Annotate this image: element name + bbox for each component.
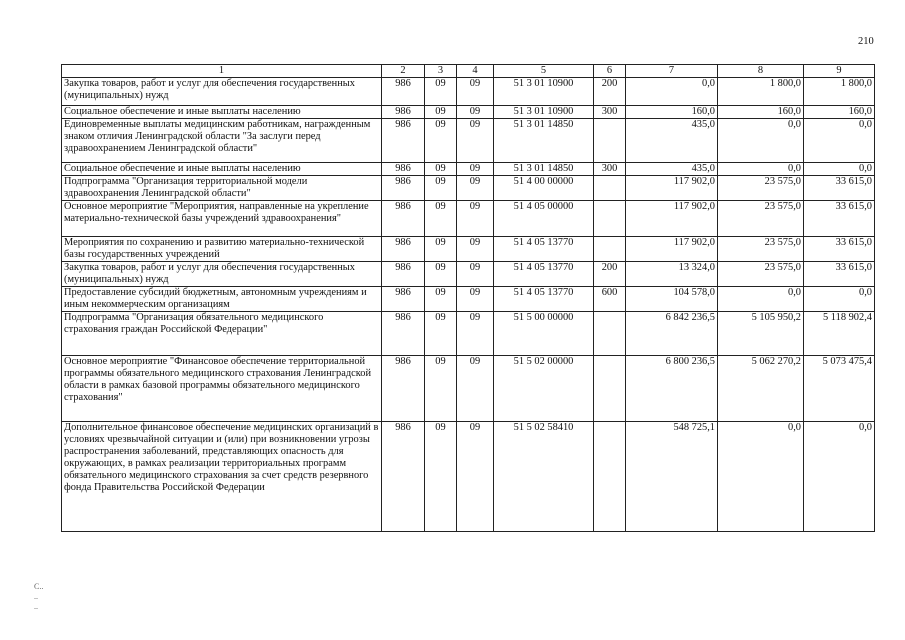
- cell-c9: 0,0: [804, 119, 875, 163]
- cell-c5: 51 5 00 00000: [494, 312, 594, 356]
- cell-c3: 09: [425, 312, 457, 356]
- cell-c9: 0,0: [804, 422, 875, 532]
- margin-mark: С..: [34, 582, 44, 591]
- cell-c2: 986: [382, 176, 425, 201]
- table-row: [62, 78, 875, 106]
- cell-c5: 51 4 05 00000: [494, 201, 594, 237]
- row-name-cell: Основное мероприятие "Финансовое обеспечение территориальной программы обязательного медицинского страхования Ленинградской области в рамках базовой программы обязательного медицинского страхования": [62, 356, 382, 422]
- cell-c2: 986: [382, 312, 425, 356]
- cell-c8: 160,0: [718, 106, 804, 119]
- cell-c7: 117 902,0: [626, 237, 718, 262]
- cell-c6: 200: [594, 78, 626, 106]
- cell-c8: 1 800,0: [718, 78, 804, 106]
- cell-c7: 435,0: [626, 163, 718, 176]
- cell-c9: 5 073 475,4: [804, 356, 875, 422]
- budget-table: [61, 64, 875, 532]
- cell-c6: [594, 356, 626, 422]
- row-name-cell: Социальное обеспечение и иные выплаты населению: [62, 163, 382, 176]
- cell-c9: 33 615,0: [804, 201, 875, 237]
- row-name-cell: Социальное обеспечение и иные выплаты населению: [62, 106, 382, 119]
- column-header-6: 6: [594, 65, 626, 78]
- cell-c2: 986: [382, 201, 425, 237]
- cell-c5: 51 3 01 14850: [494, 163, 594, 176]
- cell-c2: 986: [382, 287, 425, 312]
- cell-c5: 51 5 02 00000: [494, 356, 594, 422]
- cell-c6: 300: [594, 106, 626, 119]
- cell-c4: 09: [457, 78, 494, 106]
- cell-c9: 1 800,0: [804, 78, 875, 106]
- cell-c4: 09: [457, 119, 494, 163]
- cell-c3: 09: [425, 356, 457, 422]
- cell-c7: 104 578,0: [626, 287, 718, 312]
- column-header-5: 5: [494, 65, 594, 78]
- cell-c7: 117 902,0: [626, 176, 718, 201]
- cell-c8: 23 575,0: [718, 237, 804, 262]
- cell-c7: 435,0: [626, 119, 718, 163]
- cell-c8: 0,0: [718, 287, 804, 312]
- cell-c2: 986: [382, 422, 425, 532]
- cell-c3: 09: [425, 237, 457, 262]
- cell-c7: 6 800 236,5: [626, 356, 718, 422]
- cell-c7: 160,0: [626, 106, 718, 119]
- column-header-1: 1: [62, 65, 382, 78]
- table-row: [62, 163, 875, 176]
- cell-c3: 09: [425, 78, 457, 106]
- cell-c8: 0,0: [718, 422, 804, 532]
- column-header-7: 7: [626, 65, 718, 78]
- cell-c8: 5 062 270,2: [718, 356, 804, 422]
- cell-c7: 548 725,1: [626, 422, 718, 532]
- cell-c6: [594, 176, 626, 201]
- cell-c6: [594, 119, 626, 163]
- cell-c6: [594, 422, 626, 532]
- cell-c2: 986: [382, 356, 425, 422]
- table-row: [62, 237, 875, 262]
- cell-c8: 23 575,0: [718, 262, 804, 287]
- row-name-cell: Предоставление субсидий бюджетным, автономным учреждениям и иным некоммерческим организациям: [62, 287, 382, 312]
- margin-mark: ..: [34, 592, 38, 601]
- cell-c3: 09: [425, 262, 457, 287]
- cell-c9: 0,0: [804, 287, 875, 312]
- table-row: [62, 356, 875, 422]
- cell-c5: 51 4 05 13770: [494, 237, 594, 262]
- cell-c4: 09: [457, 163, 494, 176]
- table-row: [62, 287, 875, 312]
- cell-c7: 13 324,0: [626, 262, 718, 287]
- cell-c5: 51 3 01 10900: [494, 78, 594, 106]
- table-row: [62, 119, 875, 163]
- cell-c7: 0,0: [626, 78, 718, 106]
- cell-c9: 160,0: [804, 106, 875, 119]
- cell-c4: 09: [457, 356, 494, 422]
- table-row: [62, 201, 875, 237]
- cell-c4: 09: [457, 176, 494, 201]
- cell-c8: 0,0: [718, 119, 804, 163]
- column-header-2: 2: [382, 65, 425, 78]
- cell-c8: 0,0: [718, 163, 804, 176]
- cell-c3: 09: [425, 287, 457, 312]
- cell-c9: 33 615,0: [804, 237, 875, 262]
- cell-c4: 09: [457, 422, 494, 532]
- cell-c6: 300: [594, 163, 626, 176]
- header-row: [62, 65, 875, 78]
- cell-c8: 23 575,0: [718, 201, 804, 237]
- cell-c3: 09: [425, 176, 457, 201]
- row-name-cell: Подпрограмма "Организация обязательного медицинского страхования граждан Российской Федерации": [62, 312, 382, 356]
- cell-c5: 51 4 05 13770: [494, 262, 594, 287]
- cell-c6: [594, 201, 626, 237]
- cell-c3: 09: [425, 422, 457, 532]
- table-row: [62, 262, 875, 287]
- cell-c7: 117 902,0: [626, 201, 718, 237]
- table-row: [62, 176, 875, 201]
- column-header-8: 8: [718, 65, 804, 78]
- table-body: [62, 78, 875, 532]
- cell-c9: 5 118 902,4: [804, 312, 875, 356]
- cell-c6: [594, 312, 626, 356]
- cell-c6: [594, 237, 626, 262]
- row-name-cell: Подпрограмма "Организация территориальной модели здравоохранения Ленинградской области": [62, 176, 382, 201]
- margin-mark: ..: [34, 602, 38, 611]
- cell-c5: 51 3 01 10900: [494, 106, 594, 119]
- cell-c9: 33 615,0: [804, 176, 875, 201]
- row-name-cell: Дополнительное финансовое обеспечение медицинских организаций в условиях чрезвычайной ситуации и (или) при возникновении угрозы распространения заболеваний, представляющих опасность для окружающих, в рамках реализации территориальных программ обязательного медицинского страхования за счет средств резервного фонда Правительства Российской Федерации: [62, 422, 382, 532]
- row-name-cell: Закупка товаров, работ и услуг для обеспечения государственных (муниципальных) нужд: [62, 78, 382, 106]
- cell-c7: 6 842 236,5: [626, 312, 718, 356]
- cell-c9: 33 615,0: [804, 262, 875, 287]
- cell-c4: 09: [457, 237, 494, 262]
- cell-c9: 0,0: [804, 163, 875, 176]
- cell-c6: 200: [594, 262, 626, 287]
- cell-c8: 5 105 950,2: [718, 312, 804, 356]
- cell-c4: 09: [457, 287, 494, 312]
- row-name-cell: Мероприятия по сохранению и развитию материально-технической базы государственных учреждений: [62, 237, 382, 262]
- cell-c4: 09: [457, 262, 494, 287]
- row-name-cell: Закупка товаров, работ и услуг для обеспечения государственных (муниципальных) нужд: [62, 262, 382, 287]
- column-header-4: 4: [457, 65, 494, 78]
- cell-c2: 986: [382, 106, 425, 119]
- row-name-cell: Основное мероприятие "Мероприятия, направленные на укрепление материально-технической базы учреждений здравоохранения": [62, 201, 382, 237]
- column-header-9: 9: [804, 65, 875, 78]
- cell-c4: 09: [457, 312, 494, 356]
- page-number: 210: [858, 36, 874, 47]
- margin-marks: [34, 582, 43, 612]
- table-row: [62, 312, 875, 356]
- column-header-3: 3: [425, 65, 457, 78]
- cell-c4: 09: [457, 106, 494, 119]
- cell-c5: 51 4 00 00000: [494, 176, 594, 201]
- cell-c3: 09: [425, 201, 457, 237]
- cell-c2: 986: [382, 119, 425, 163]
- cell-c8: 23 575,0: [718, 176, 804, 201]
- cell-c2: 986: [382, 237, 425, 262]
- cell-c3: 09: [425, 163, 457, 176]
- cell-c5: 51 4 05 13770: [494, 287, 594, 312]
- cell-c6: 600: [594, 287, 626, 312]
- table-row: [62, 106, 875, 119]
- cell-c3: 09: [425, 119, 457, 163]
- cell-c2: 986: [382, 78, 425, 106]
- cell-c2: 986: [382, 163, 425, 176]
- cell-c4: 09: [457, 201, 494, 237]
- cell-c3: 09: [425, 106, 457, 119]
- row-name-cell: Единовременные выплаты медицинским работникам, награжденным знаком отличия Ленинградской области "За заслуги перед здравоохранением Ленинградской области": [62, 119, 382, 163]
- cell-c2: 986: [382, 262, 425, 287]
- cell-c5: 51 3 01 14850: [494, 119, 594, 163]
- cell-c5: 51 5 02 58410: [494, 422, 594, 532]
- table-row: [62, 422, 875, 532]
